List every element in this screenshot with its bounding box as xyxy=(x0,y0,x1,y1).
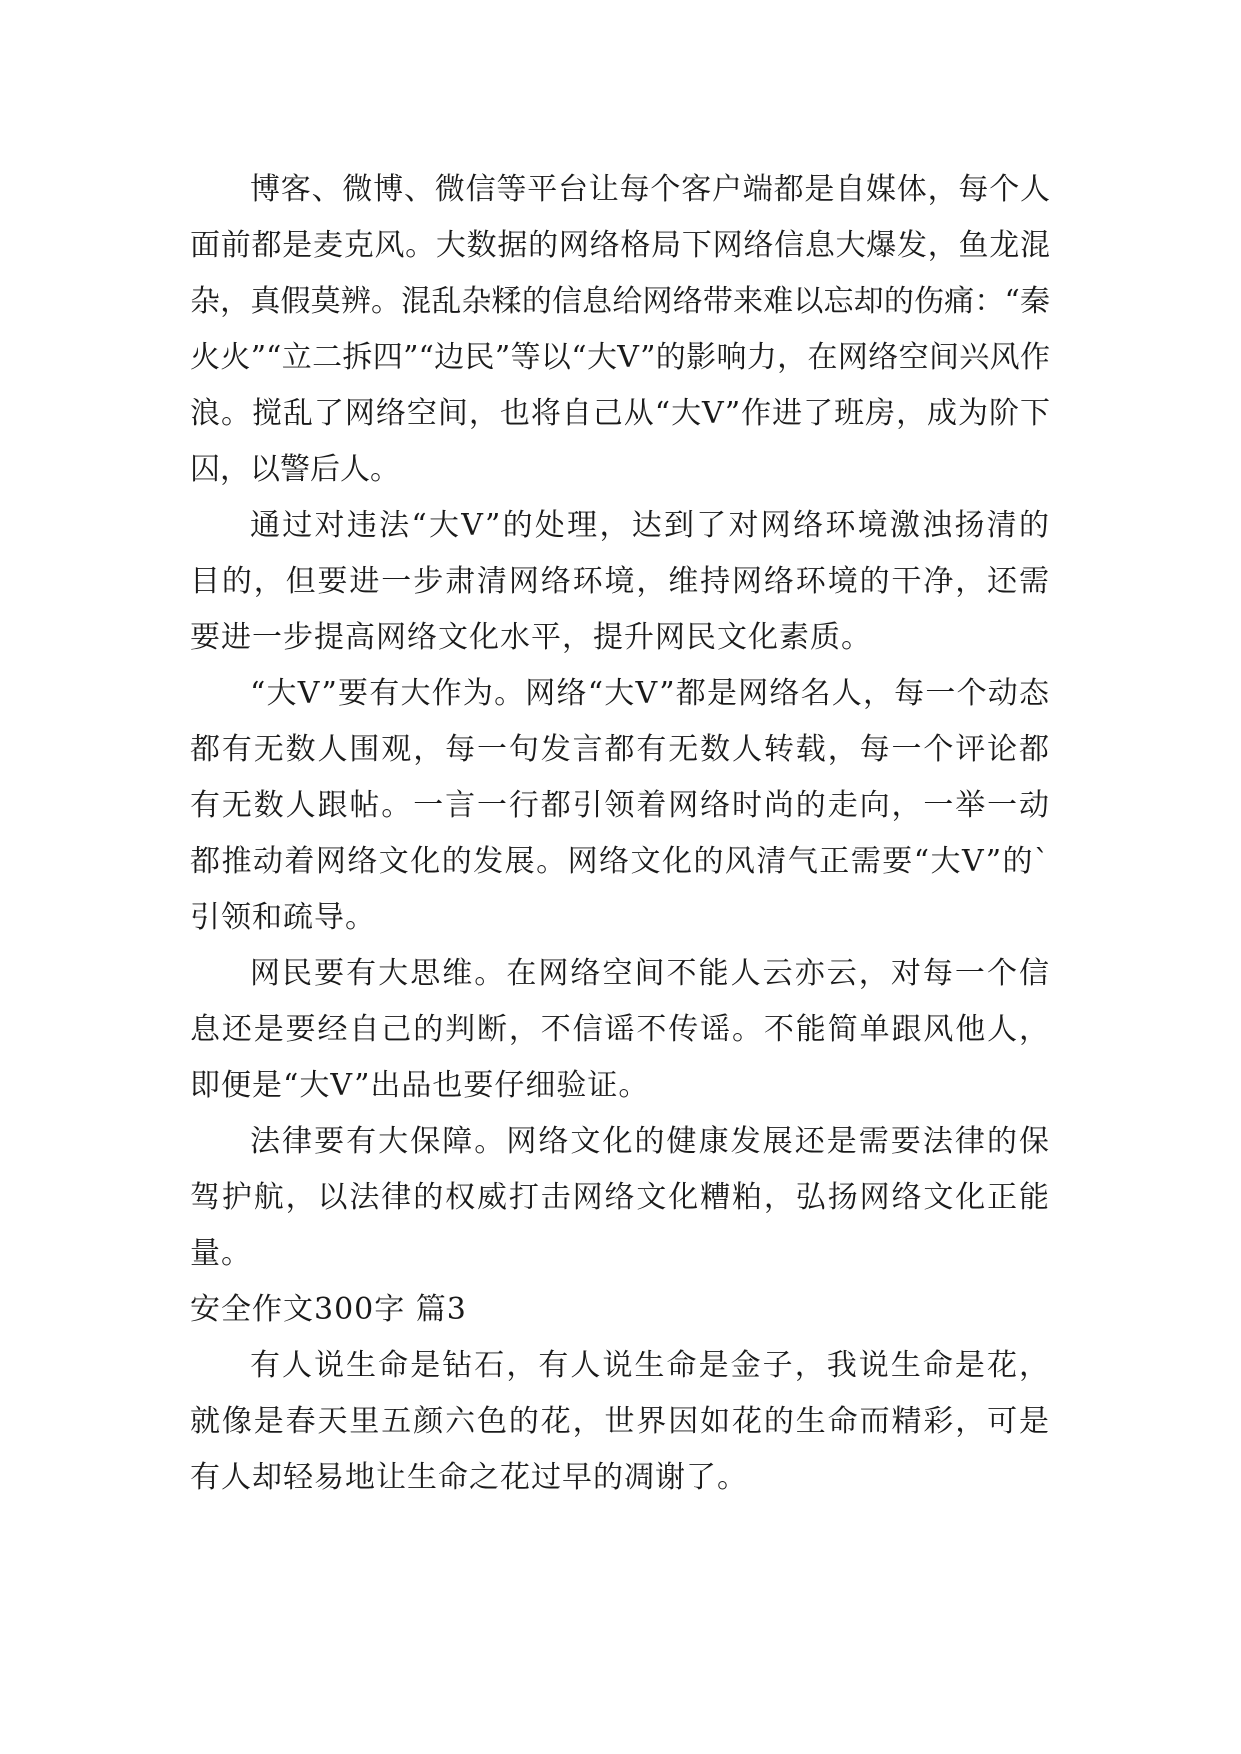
paragraph-netizen-thinking: 网民要有大思维。在网络空间不能人云亦云，对每一个信息还是要经自己的判断，不信谣不传谣。不能简单跟风他人，即便是“大V”出品也要仔细验证。 xyxy=(190,956,1050,1103)
paragraph-self-media: 博客、微博、微信等平台让每个客户端都是自媒体，每个人面前都是麦克风。大数据的网络格局下网络信息大爆发，鱼龙混杂，真假莫辨。混乱杂糅的信息给网络带来难以忘却的伤痛：“秦火火”“立二拆四”“边民”等以“大V”的影响力，在网络空间兴风作浪。搅乱了网络空间，也将自己从“大V”作进了班房，成为阶下囚，以警后人。 xyxy=(190,172,1050,487)
paragraph-handling-big-v: 通过对违法“大V”的处理，达到了对网络环境激浊扬清的目的，但要进一步肃清网络环境，维持网络环境的干净，还需要进一步提高网络文化水平，提升网民文化素质。 xyxy=(190,508,1050,655)
document-body xyxy=(190,162,1050,1506)
paragraph-big-v-action: “大V”要有大作为。网络“大V”都是网络名人，每一个动态都有无数人围观，每一句发言都有无数人转载，每一个评论都有无数人跟帖。一言一行都引领着网络时尚的走向，一举一动都推动着网络文化的发展。网络文化的风清气正需要“大V”的`引领和疏导。 xyxy=(190,676,1050,935)
paragraph-life-flower: 有人说生命是钻石，有人说生命是金子，我说生命是花，就像是春天里五颜六色的花，世界因如花的生命而精彩，可是有人却轻易地让生命之花过早的凋谢了。 xyxy=(190,1348,1050,1495)
section-heading: 安全作文300字 篇3 xyxy=(190,1292,467,1327)
paragraph-law-guarantee: 法律要有大保障。网络文化的健康发展还是需要法律的保驾护航，以法律的权威打击网络文化糟粕，弘扬网络文化正能量。 xyxy=(190,1124,1050,1271)
